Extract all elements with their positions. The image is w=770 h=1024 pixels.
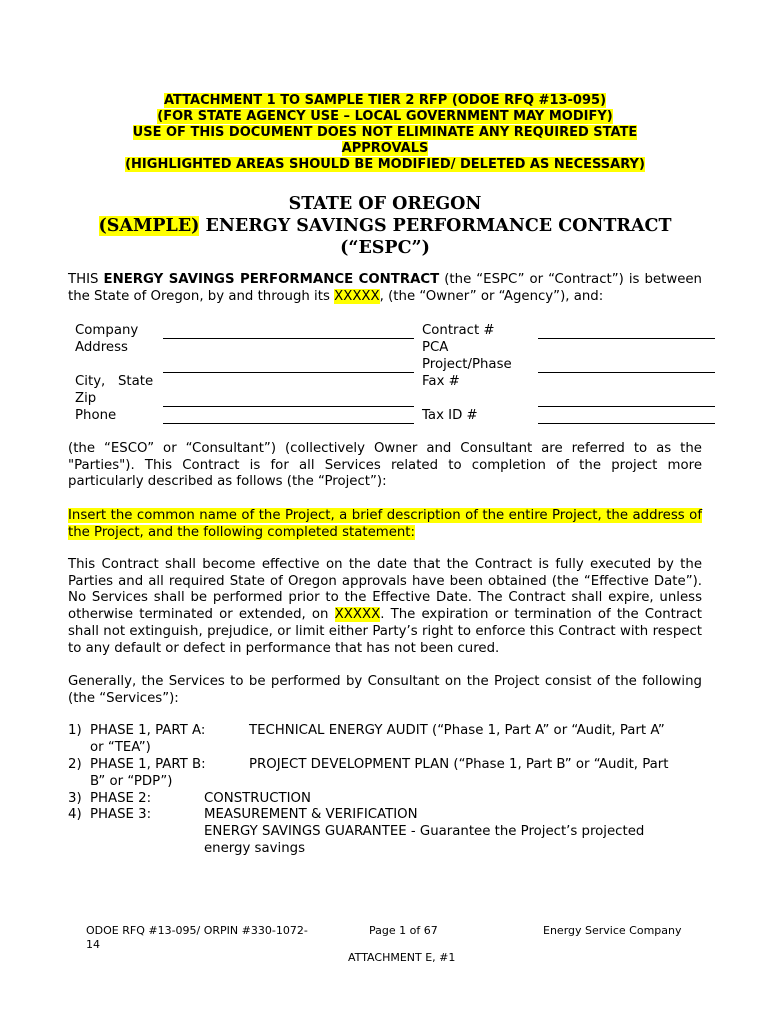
expiration-placeholder: XXXXX [334,607,381,623]
services-intro-paragraph: Generally, the Services to be performed by Consultant on the Project consist of the following (the “Services”): [68,674,702,706]
phone-field[interactable] [163,423,414,424]
phone-label: Phone [75,408,117,423]
pca-project-phase-field[interactable] [538,372,715,373]
intro-text-2: , (the “Owner” or “Agency”), and: [379,288,604,304]
service-item-1-number: 1) [68,723,82,738]
company-field[interactable] [163,338,414,339]
contract-number-label: Contract # [422,323,495,338]
title-sample-tag: (SAMPLE) [98,216,200,236]
footer-energy-service-company: Energy Service Company [543,924,682,937]
service-item-1-phase: PHASE 1, PART A: [90,723,206,738]
insert-instruction-text: Insert the common name of the Project, a brief description of the entire Project, the address of the Project, and the following completed statement: [68,508,702,540]
footer-attachment-label: ATTACHMENT E, #1 [348,951,456,964]
document-title [68,193,702,259]
service-item-1-desc: TECHNICAL ENERGY AUDIT (“Phase 1, Part A” or “Audit, Part A” [249,723,665,738]
service-item-3-desc: CONSTRUCTION [204,791,311,806]
tax-id-field[interactable] [538,423,715,424]
address-field[interactable] [163,372,414,373]
footer-rfq-reference [86,924,308,952]
header-line-1: ATTACHMENT 1 TO SAMPLE TIER 2 RFP (ODOE RFQ #13-095) [163,93,607,108]
contract-number-field[interactable] [538,338,715,339]
agency-placeholder: XXXXX [334,288,380,304]
services-list [68,723,708,863]
service-item-2-phase: PHASE 1, PART B: [90,757,206,772]
service-item-3-number: 3) [68,791,82,806]
zip-label: Zip [75,391,97,406]
tax-id-label: Tax ID # [422,408,478,423]
footer-rfq-line-2: 14 [86,938,100,951]
intro-text-1: (the “ESPC” or “Contract”) is between the State of Oregon, by and through its [68,272,702,304]
intro-paragraph [68,272,702,305]
city-state-label: City, State [75,374,154,389]
esco-paragraph: (the “ESCO” or “Consultant”) (collectively Owner and Consultant are referred to as the "Parties"). This Contract is for all Services related to completion of the project more particularly described as follows (the “Project”): [68,441,702,490]
title-contract [68,215,702,237]
service-item-2-cont: B” or “PDP”) [90,774,173,789]
fax-field[interactable] [538,406,715,407]
insert-instruction-paragraph [68,508,702,541]
service-item-4-phase: PHASE 3: [90,807,152,822]
effective-text-2: . The expiration or termination of the Contract shall not extinguish, prejudice, or limit either Party’s right to enforce this Contract with respect to any default or defect in performance that has not been cured. [68,607,702,656]
service-item-4-desc-2: ENERGY SAVINGS GUARANTEE - Guarantee the Project’s projected [204,824,645,839]
service-item-4-desc-3: energy savings [204,841,305,856]
footer-rfq-line-1: ODOE RFQ #13-095/ ORPIN #330-1072- [86,924,308,937]
service-item-4-desc: MEASUREMENT & VERIFICATION [204,807,418,822]
effective-text-1: This Contract shall become effective on the date that the Contract is fully executed by the Parties and all required State of Oregon approvals have been obtained (the “Effective Date”). No Services shall be performed prior to the Effective Date. The Contract shall expire, unless otherwise terminated or extended, on [68,557,702,623]
header-line-3: USE OF THIS DOCUMENT DOES NOT ELIMINATE ANY REQUIRED STATE [132,125,638,140]
service-item-1-cont: or “TEA”) [90,740,151,755]
header-line-2: (FOR STATE AGENCY USE – LOCAL GOVERNMENT MAY MODIFY) [157,109,613,124]
service-item-2-number: 2) [68,757,82,772]
service-item-4-number: 4) [68,807,82,822]
footer-page-number: Page 1 of 67 [369,924,438,937]
city-state-zip-field[interactable] [163,406,414,407]
company-label: Company [75,323,139,338]
pca-label: PCA [422,340,449,355]
intro-this: THIS [68,272,104,287]
title-contract-name: ENERGY SAVINGS PERFORMANCE CONTRACT [199,216,672,236]
title-espc: (“ESPC”) [340,238,430,258]
intro-contract-name: ENERGY SAVINGS PERFORMANCE CONTRACT [103,272,440,287]
service-item-2-desc: PROJECT DEVELOPMENT PLAN (“Phase 1, Part B” or “Audit, Part [249,757,669,772]
project-phase-label: Project/Phase [422,357,512,372]
header-line-5: (HIGHLIGHTED AREAS SHOULD BE MODIFIED/ DELETED AS NECESSARY) [125,157,645,172]
effective-date-paragraph [68,557,702,657]
address-label: Address [75,340,128,355]
header-line-4: APPROVALS [341,141,429,156]
rfp-header-notice [100,93,670,173]
title-state: STATE OF OREGON [288,194,482,214]
fax-label: Fax # [422,374,460,389]
service-item-3-phase: PHASE 2: [90,791,152,806]
